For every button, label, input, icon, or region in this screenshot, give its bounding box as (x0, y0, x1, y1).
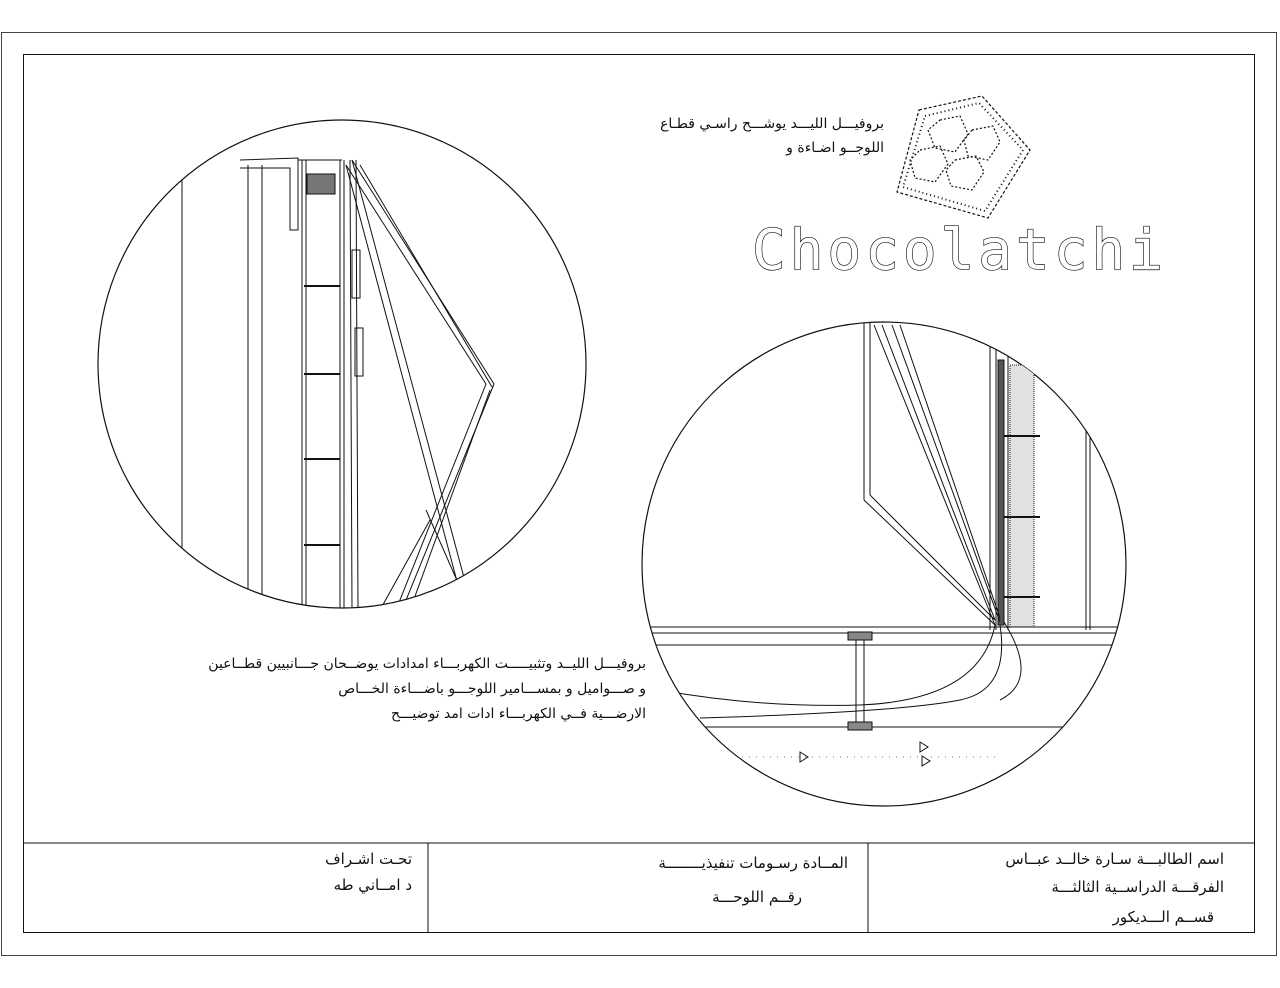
department: قســم الـــديكور (1112, 908, 1214, 926)
right-detail-lines (640, 320, 1130, 766)
supervisor-name: د امــاني طه (333, 876, 412, 894)
header-note-line-2: اللوجــو اضـاءة و (786, 140, 884, 156)
supervisor-label: تحـت اشـراف (325, 850, 412, 868)
detail-note-line-3: الارضـــية فــي الكهربـــاء ادات امد توضيـــح (390, 706, 646, 722)
logo-mark (897, 96, 1030, 218)
left-detail-lines (182, 158, 494, 610)
subject-label: المــادة رسـومات تنفيذيــــــــة (658, 854, 848, 872)
detail-note-line-1: بروفيـــل الليــد وتثبيـــــت الكهربـــاء امدادات يوضــحان جـــانبيين قطــاعين (208, 656, 646, 672)
sheet-number-label: رقــم اللوحـــة (712, 888, 802, 906)
right-detail-circle (642, 322, 1126, 806)
inner-frame (24, 55, 1255, 933)
detail-note-line-2: و صـــواميل و بمســـامير اللوجـــو باضـــاءة الخـــاص (338, 681, 646, 697)
brand-wordmark: Chocolatchi (752, 218, 1167, 283)
student-name: اسم الطالبـــة سـارة خالــد عبــاس (1005, 850, 1224, 868)
left-detail-circle (98, 120, 586, 608)
academic-year: الفرقـــة الدراســية الثالثـــة (1051, 878, 1224, 896)
header-note-line-1: بروفيـــل الليـــد يوشـــح راسـي قطـاع (660, 116, 884, 132)
